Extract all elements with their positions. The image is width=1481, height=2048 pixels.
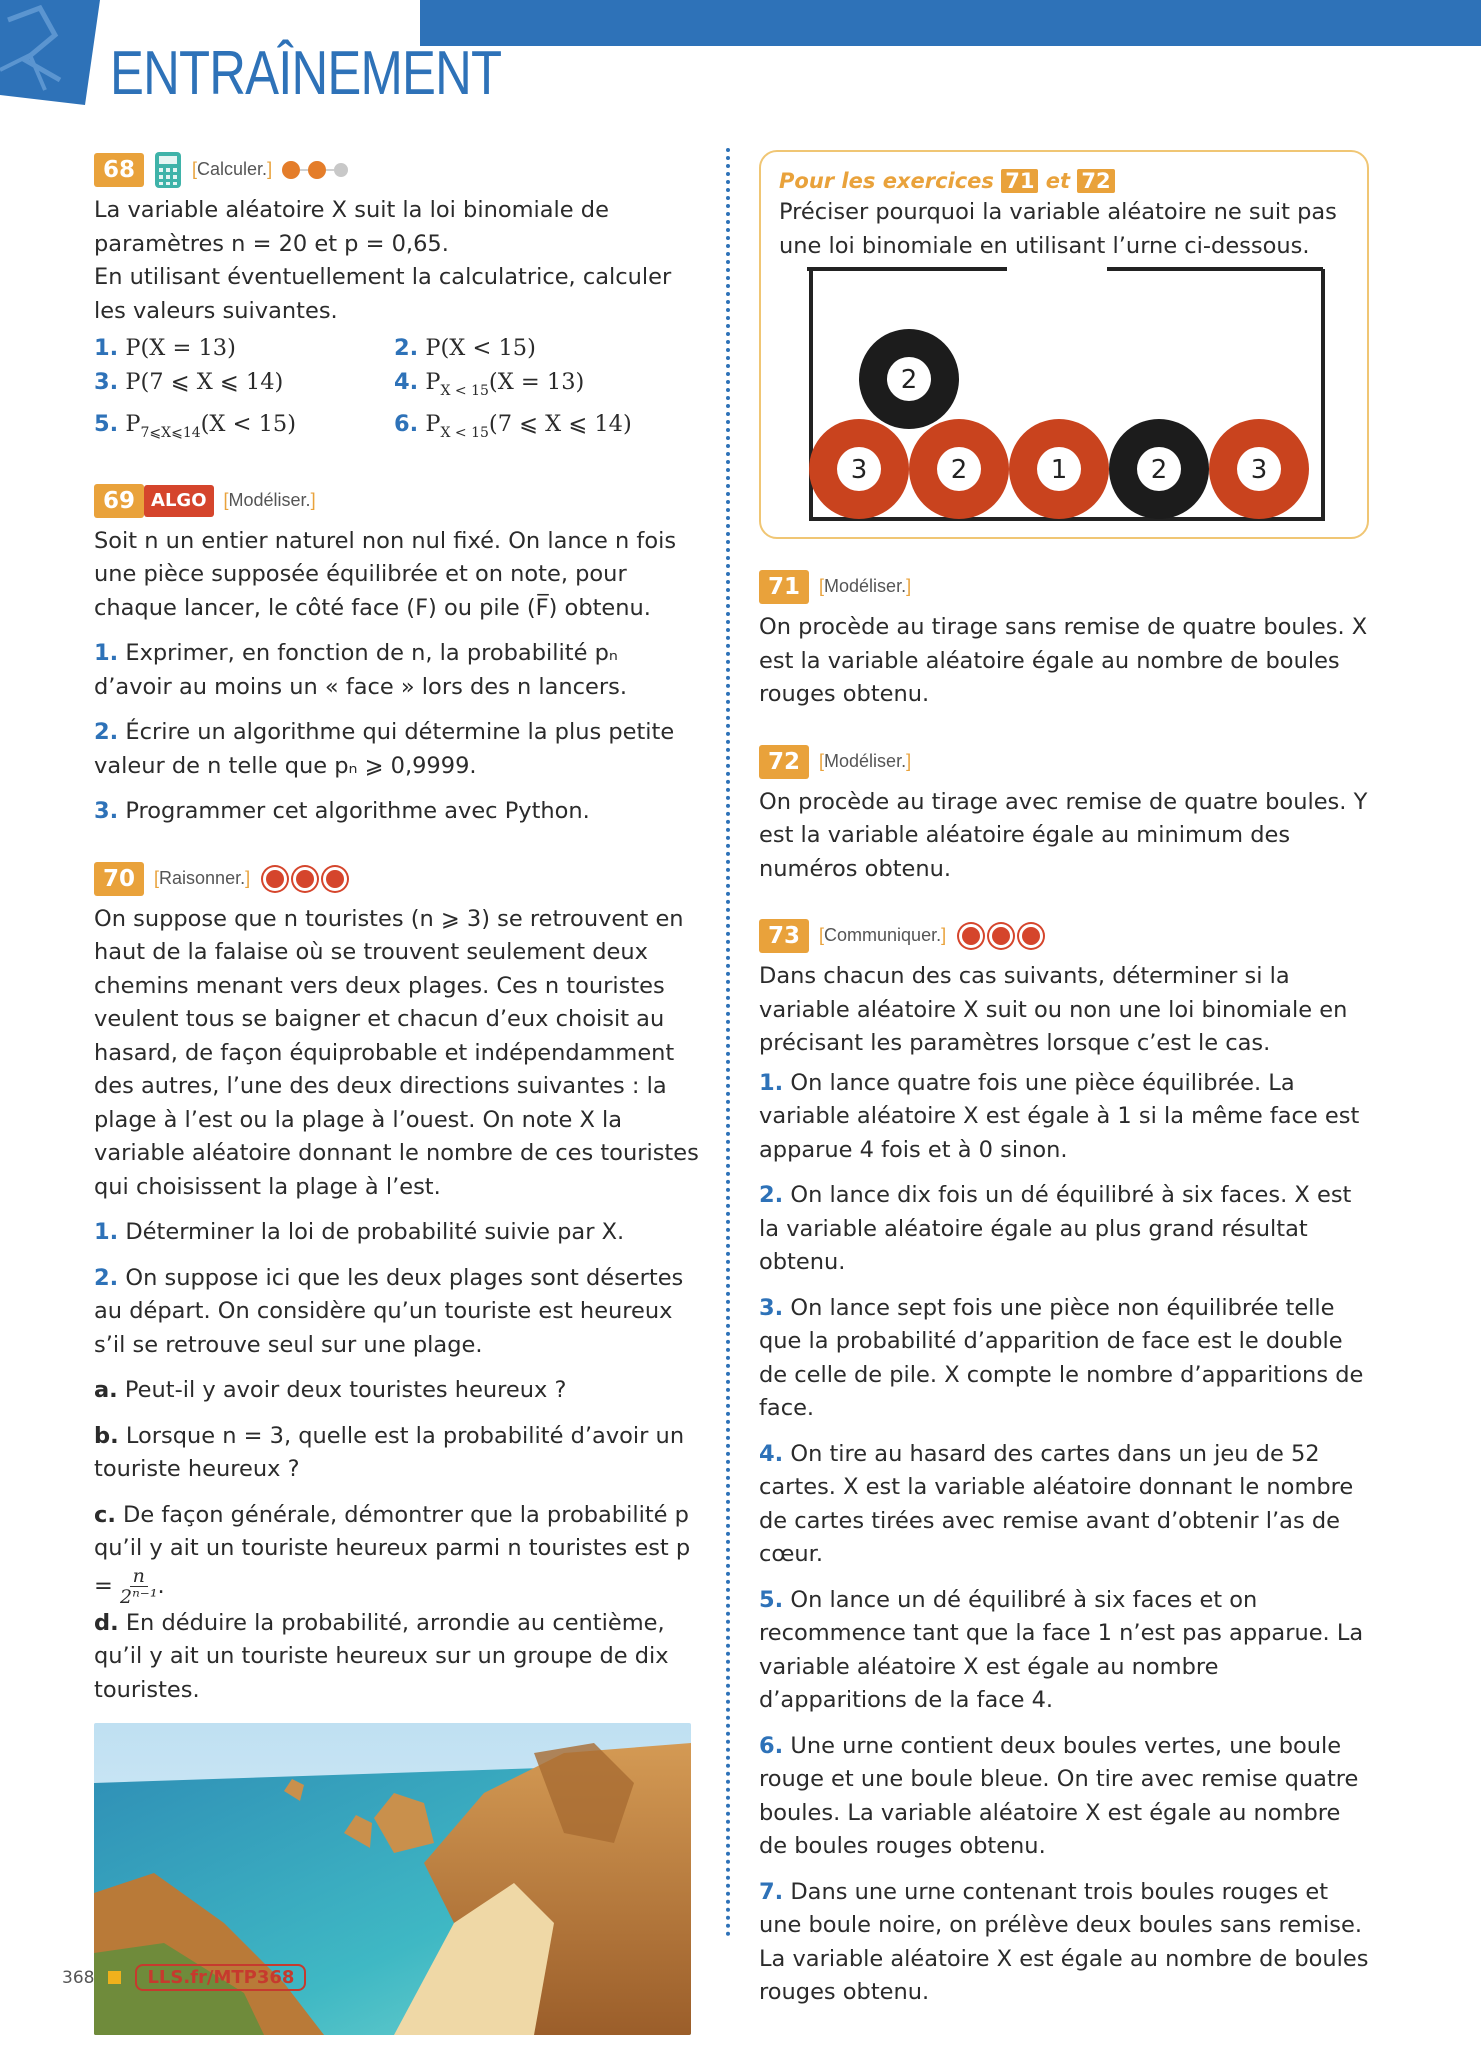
ex72-header [759, 742, 1369, 782]
ex70-question-2b: b. Lorsque n = 3, quelle est la probabilité d’avoir un touriste heureux ? [94, 1422, 685, 1482]
urn-illustration [807, 267, 1327, 527]
ex69-question-3: 3. Programmer cet algorithme avec Python. [94, 798, 590, 824]
ex73-skill-tag: [Communiquer.] [819, 925, 947, 946]
ex68-item: 4. $P_{X < 15}(X = 13)$ [394, 368, 585, 399]
difficulty-dot [326, 870, 344, 888]
ex73-number: 73 [759, 919, 809, 953]
ex68-item: 5. $P_{7⩽X⩽14}(X < 15)$ [94, 411, 297, 441]
ex68-intro: La variable aléatoire X suit la loi binomiale de paramètres n = 20 et p = 0,65. [94, 197, 609, 257]
ex69-question-2: 2. Écrire un algorithme qui détermine la plus petite valeur de n telle que pₙ ⩾ 0,9999. [94, 719, 675, 779]
urn-instruction: Préciser pourquoi la variable aléatoire ne suit pas une loi binomiale en utilisant l’urne ci-dessous. [779, 199, 1337, 259]
ex68-items [94, 332, 699, 451]
urn-title: Pour les exercices 71 et 72 [779, 166, 1349, 196]
ex69-number: 69 [94, 484, 144, 518]
ball-red-3b [1209, 419, 1309, 519]
svg-text:2: 2 [950, 455, 968, 485]
difficulty-dot-empty [334, 163, 348, 177]
ex70-skill-tag: [Raisonner.] [154, 867, 251, 888]
fraction: $\frac{n}{\text{2ⁿ⁻¹}}$ [120, 1564, 158, 1608]
difficulty-dot [266, 870, 284, 888]
ex72-text: On procède au tirage avec remise de quatre boules. Y est la variable aléatoire égale au minimum des numéros obtenu. [759, 788, 1368, 882]
ex73-item-5: 5. On lance un dé équilibré à six faces et on recommence tant que la face 1 n’est pas apparue. La variable aléatoire X est égale au nombre d’apparitions de la face 4. [759, 1586, 1364, 1713]
ex68-item: 1. P(X = 13) [94, 335, 236, 361]
ex71-number: 71 [759, 570, 809, 604]
ex70-question-2a: a. Peut-il y avoir deux touristes heureux ? [94, 1377, 567, 1403]
ex68-instruction: En utilisant éventuellement la calculatrice, calculer les valeurs suivantes. [94, 264, 672, 324]
ex72-number: 72 [759, 745, 809, 779]
ex68-header [94, 150, 699, 190]
ex70-question-2c: c. De façon générale, démontrer que la probabilité p qu’il y ait un touriste heureux parmi n touristes est p = $\frac{n}{\text{2ⁿ⁻¹}}$ . [94, 1501, 691, 1608]
ex68-item: 3. P(7 ⩽ X ⩽ 14) [94, 368, 284, 395]
footer-square-icon [108, 1971, 121, 1984]
ex68-item: 2. P(X < 15) [394, 335, 536, 361]
ex73-intro: Dans chacun des cas suivants, déterminer si la variable aléatoire X suit ou non une loi binomiale en précisant les paramètres lorsque c’est le cas. [759, 963, 1348, 1056]
ex70-header [94, 859, 699, 899]
ex70-question-2d: d. En déduire la probabilité, arrondie au centième, qu’il y ait un touriste heureux sur un groupe de dix touristes. [94, 1609, 669, 1703]
svg-text:3: 3 [850, 455, 868, 485]
ex69-intro: Soit n un entier naturel non nul fixé. On lance n fois une pièce supposée équilibrée et on note, pour chaque lancer, le côté face (F) ou pile (F̅) obtenu. [94, 527, 677, 621]
ball-black-2 [859, 329, 959, 429]
ball-red-2 [909, 419, 1009, 519]
svg-text:2: 2 [900, 365, 918, 395]
difficulty-dot [962, 927, 980, 945]
svg-text:3: 3 [1250, 455, 1268, 485]
difficulty-dot [992, 927, 1010, 945]
web-link[interactable]: LLS.fr/MTP368 [135, 1964, 306, 1991]
ex68-skill-tag: [Calculer.] [192, 159, 273, 180]
page-footer [62, 1964, 306, 1991]
left-column [94, 150, 699, 2046]
svg-text:2: 2 [1150, 455, 1168, 485]
ex70-question-2: 2. On suppose ici que les deux plages sont désertes au départ. On considère qu’un touriste est heureux s’il se retrouve seul sur une plage. [94, 1264, 684, 1358]
page-number: 368 [62, 1967, 95, 1988]
svg-text:1: 1 [1050, 455, 1068, 485]
difficulty-dot [282, 161, 300, 179]
difficulty-level-2 [282, 161, 348, 179]
algo-badge: ALGO [144, 485, 213, 517]
corner-decoration [0, 0, 100, 105]
ex73-item-3: 3. On lance sept fois une pièce non équilibrée telle que la probabilité d’apparition de face est le double de celle de pile. X compte le nombre d’apparitions de face. [759, 1294, 1364, 1421]
ex72-skill-tag: [Modéliser.] [819, 750, 912, 771]
ball-black-2b [1109, 419, 1209, 519]
ex73-header [759, 916, 1369, 956]
ex73-item-4: 4. On tire au hasard des cartes dans un jeu de 52 cartes. X est la variable aléatoire donnant le nombre de cartes tirées avec remise avant d’obtenir l’as de cœur. [759, 1440, 1354, 1567]
page-title: ENTRAÎNEMENT [110, 39, 502, 108]
difficulty-level-3 [260, 870, 350, 888]
difficulty-dot [296, 870, 314, 888]
difficulty-level-3 [956, 927, 1046, 945]
ex73-item-7: 7. Dans une urne contenant trois boules rouges et une boule noire, on prélève deux boules sans remise. La variable aléatoire X est égale au nombre de boules rouges obtenu. [759, 1878, 1369, 2005]
ex70-question-1: 1. Déterminer la loi de probabilité suivie par X. [94, 1219, 625, 1245]
ex71-header [759, 567, 1369, 607]
difficulty-dot [1022, 927, 1040, 945]
ball-red-1 [1009, 419, 1109, 519]
ball-red-3 [809, 419, 909, 519]
ex73-item-1: 1. On lance quatre fois une pièce équilibrée. La variable aléatoire X est égale à 1 si la même face est apparue 4 fois et à 0 sinon. [759, 1069, 1360, 1163]
calculator-icon [154, 151, 182, 189]
ex70-number: 70 [94, 862, 144, 896]
ex71-text: On procède au tirage sans remise de quatre boules. X est la variable aléatoire égale au nombre de boules rouges obtenu. [759, 614, 1368, 707]
urn-box [759, 150, 1369, 539]
header-band [420, 0, 1481, 46]
ex68-item: 6. $P_{X < 15}(7$ ⩽ X ⩽ 14) [394, 411, 632, 441]
column-divider [726, 148, 730, 1938]
ex69-skill-tag: [Modéliser.] [223, 489, 316, 510]
ex68-number: 68 [94, 153, 144, 187]
ex70-intro: On suppose que n touristes (n ⩾ 3) se retrouvent en haut de la falaise où se trouvent seulement deux chemins menant vers deux plages. Ces n touristes veulent tous se baigner et chacun d’eux choisit au hasard, de façon équiprobable et indépendamment des autres, l’une des deux directions suivantes : la plage à l’est ou la plage à l’ouest. On note X la variable aléatoire donnant le nombre de ces touristes qui choisissent la plage à l’est. [94, 905, 699, 1200]
ex71-skill-tag: [Modéliser.] [819, 576, 912, 597]
ex73-item-2: 2. On lance dix fois un dé équilibré à six faces. X est la variable aléatoire égale au plus grand résultat obtenu. [759, 1182, 1352, 1275]
ex69-question-1: 1. Exprimer, en fonction de n, la probabilité pₙ d’avoir au moins un « face » lors des n lancers. [94, 640, 628, 700]
ex73-item-6: 6. Une urne contient deux boules vertes, une boule rouge et une boule bleue. On tire avec remise quatre boules. La variable aléatoire X est égale au nombre de boules rouges obtenu. [759, 1732, 1359, 1859]
difficulty-dot [308, 161, 326, 179]
ex69-header [94, 481, 699, 521]
right-column [759, 150, 1369, 2010]
